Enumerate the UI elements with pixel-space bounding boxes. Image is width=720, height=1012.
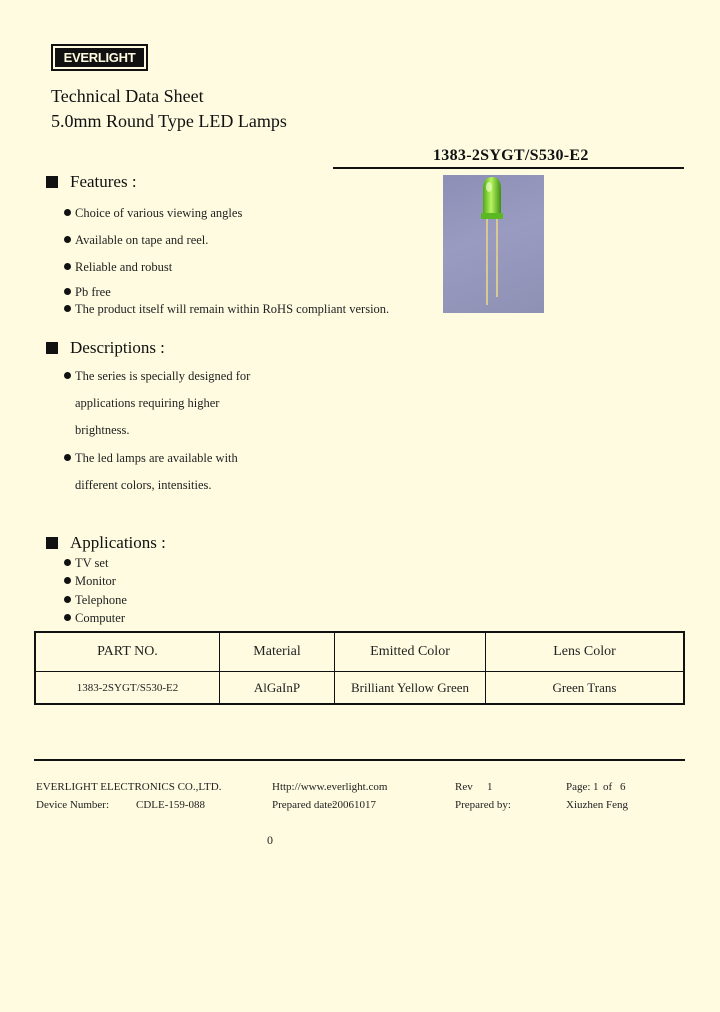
led-product-photo [443, 175, 544, 313]
feature-item: Reliable and robust [75, 260, 173, 274]
description-line: The series is specially designed for [75, 369, 251, 383]
footer-prepared-date-label: Prepared date: [272, 799, 336, 811]
company-logo [51, 44, 148, 71]
footer-page-value: 1 [593, 781, 599, 793]
table-header-part-no: PART NO. [97, 644, 158, 659]
footer-company: EVERLIGHT ELECTRONICS CO.,LTD. [36, 781, 222, 793]
footer-divider [34, 759, 685, 761]
descriptions-title: Descriptions : [70, 338, 165, 357]
description-line: applications requiring higher [75, 396, 220, 410]
bullet-icon [64, 305, 71, 312]
doc-title-line2: 5.0mm Round Type LED Lamps [51, 111, 287, 131]
feature-item: The product itself will remain within RoHS compliant version. [75, 302, 390, 316]
description-line: The led lamps are available with [75, 451, 238, 465]
feature-item: Choice of various viewing angles [75, 206, 243, 220]
section-square-icon [46, 537, 58, 549]
footer-page-total: 6 [620, 781, 626, 793]
description-line: brightness. [75, 423, 130, 437]
led-lamp-icon [443, 175, 544, 313]
part-spec-table [34, 631, 685, 705]
features-title: Features : [70, 172, 137, 191]
footer-prepared-date: 20061017 [332, 799, 376, 811]
footer-page-of: of [603, 781, 613, 793]
bullet-icon [64, 209, 71, 216]
bullet-icon [64, 372, 71, 379]
table-cell-material: AlGaInP [253, 679, 301, 695]
footer-rev-value: 1 [487, 781, 493, 793]
bullet-icon [64, 236, 71, 243]
footer-prepared-by-label: Prepared by: [455, 799, 511, 811]
section-square-icon [46, 342, 58, 354]
footer-device-number: CDLE-159-088 [136, 799, 206, 811]
footer-prepared-by: Xiuzhen Feng [566, 799, 629, 811]
feature-item: Available on tape and reel. [75, 233, 209, 247]
table-header-emitted-color: Emitted Color [370, 644, 450, 659]
header-divider [333, 167, 684, 169]
applications-title: Applications : [70, 533, 166, 552]
footer-rev-label: Rev [455, 781, 473, 793]
application-item: Computer [75, 611, 125, 625]
feature-item: Pb free [75, 285, 111, 299]
table-header-material: Material [253, 644, 301, 659]
page-index: 0 [267, 833, 273, 847]
bullet-icon [64, 288, 71, 295]
bullet-icon [64, 614, 71, 621]
footer-device-label: Device Number: [36, 799, 109, 811]
logo-text: EVERLIGHT [55, 48, 144, 67]
table-cell-part-no: 1383-2SYGT/S530-E2 [76, 681, 179, 694]
table-cell-lens-color: Green Trans [552, 679, 617, 695]
application-item: Monitor [75, 574, 116, 588]
footer-page-label: Page: [566, 781, 591, 793]
doc-title-line1: Technical Data Sheet [51, 86, 204, 106]
part-number-heading: 1383-2SYGT/S530-E2 [433, 147, 589, 164]
table-header-lens-color: Lens Color [553, 644, 616, 659]
bullet-icon [64, 559, 71, 566]
application-item: TV set [75, 556, 109, 570]
table-cell-emitted-color: Brilliant Yellow Green [350, 679, 470, 695]
section-square-icon [46, 176, 58, 188]
bullet-icon [64, 596, 71, 603]
footer-website: Http://www.everlight.com [272, 781, 388, 793]
bullet-icon [64, 263, 71, 270]
bullet-icon [64, 577, 71, 584]
application-item: Telephone [75, 593, 127, 607]
description-line: different colors, intensities. [75, 478, 212, 492]
bullet-icon [64, 454, 71, 461]
